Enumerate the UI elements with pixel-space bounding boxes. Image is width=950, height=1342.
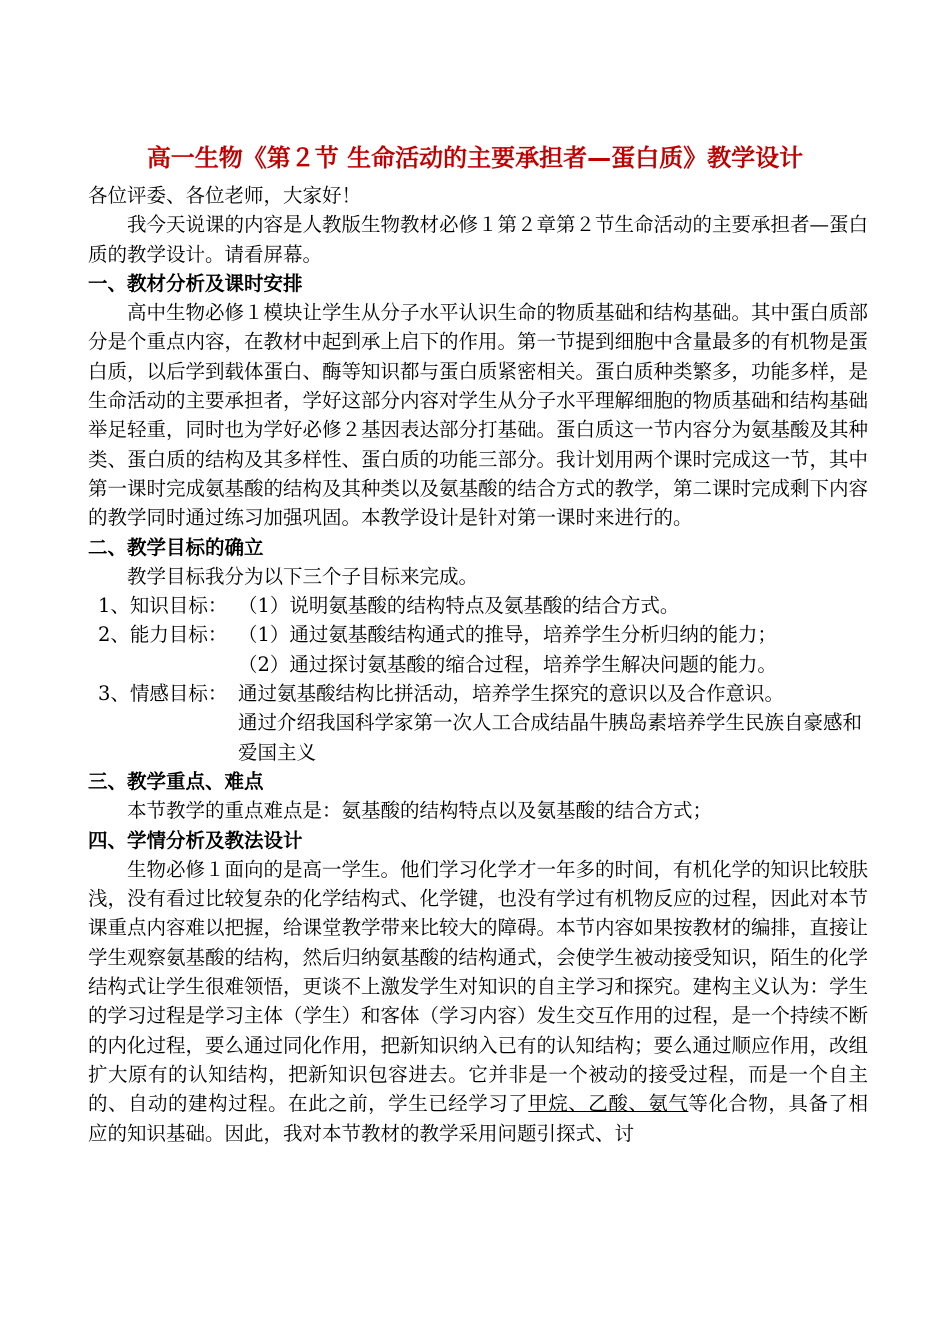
ability-goal-text-2: （2）通过探讨氨基酸的缩合过程，培养学生解决问题的能力。 <box>238 652 777 676</box>
section-2-intro: 教学目标我分为以下三个子目标来完成。 <box>127 564 479 588</box>
emotion-goal-label: 3、情感目标： <box>98 682 228 706</box>
ability-goal <box>88 620 868 649</box>
section-4-paragraph <box>88 855 868 1148</box>
document-body <box>88 181 868 1148</box>
emotion-goal <box>88 679 868 708</box>
knowledge-goal-text: （1）说明氨基酸的结构特点及氨基酸的结合方式。 <box>238 594 680 618</box>
section-3-heading: 三、教学重点、难点 <box>88 769 264 793</box>
section-4-text-start: 生物必修１面向的是高一学生。他们学习化学才一年多的时间，有机化学的知识比较肤浅，没有看过比较复杂的化学结构式、化学键，也没有学过有机物反应的过程，因此对本节课重点内容难以把握，给课堂教学带来比较大的障碍。本节内容如果按教材的编排，直接让学生观察氨基酸的结构，然后归纳氨基酸的结构通式，会使学生被动接受知识，陌生的化学结构式让学生很难领悟，更谈不上激发学生对知识的自主学习和探究。建构主义认为：学生的学习过程是学习主体（学生）和客体（学习内容）发生交互作用的过程，是一个持续不断的内化过程，要么通过同化作用，把新知识纳入已有的认知结构；要么通过顺应作用，改组扩大原有的认知结构，把新知识包容进去。它并非是一个被动的接受过程，而是一个自主的、自动的建构过程。在此之前，学生已经学习了 <box>88 857 869 1116</box>
ability-goal-label: 2、能力目标： <box>98 623 228 647</box>
emotion-goal-text-1: 通过氨基酸结构比拼活动，培养学生探究的意识以及合作意识。 <box>238 682 785 706</box>
intro-paragraph: 我今天说课的内容是人教版生物教材必修１第２章第２节生命活动的主要承担者—蛋白质的教学设计。请看屏幕。 <box>88 213 869 266</box>
knowledge-goal-label: 1、知识目标： <box>98 594 228 618</box>
section-3-paragraph: 本节教学的重点难点是：氨基酸的结构特点以及氨基酸的结合方式； <box>127 799 713 823</box>
greeting: 各位评委、各位老师，大家好！ <box>88 184 362 207</box>
section-4-text-end: 等化合物，具备了相应的知识基础。因此，我对本节教材的教学采用问题引探式、讨 <box>88 1092 868 1145</box>
section-1-heading: 一、教材分析及课时安排 <box>88 271 303 295</box>
ability-goal-text-1: （1）通过氨基酸结构通式的推导，培养学生分析归纳的能力； <box>238 623 777 647</box>
section-4-underlined-text: 甲烷、乙酸、氨气 <box>528 1092 689 1116</box>
section-1-paragraph: 高中生物必修１模块让学生从分子水平认识生命的物质基础和结构基础。其中蛋白质部分是个重点内容，在教材中起到承上启下的作用。第一节提到细胞中含量最多的有机物是蛋白质，以后学到载体蛋白、酶等知识都与蛋白质紧密相关。蛋白质种类繁多，功能多样，是生命活动的主要承担者，学好这部分内容对学生从分子水平理解细胞的物质基础和结构基础举足轻重，同时也为学好必修２基因表达部分打基础。蛋白质这一节内容分为氨基酸及其种类、蛋白质的结构及其多样性、蛋白质的功能三部分。我计划用两个课时完成这一节，其中第一课时完成氨基酸的结构及其种类以及氨基酸的结合方式的教学，第二课时完成剩下内容的教学同时通过练习加强巩固。本教学设计是针对第一课时来进行的。 <box>88 301 869 530</box>
section-4-heading: 四、学情分析及教法设计 <box>88 828 303 852</box>
document-title: 高一生物《第２节 生命活动的主要承担者—蛋白质》教学设计 <box>146 144 804 172</box>
section-2-heading: 二、教学目标的确立 <box>88 535 264 559</box>
knowledge-goal <box>88 591 868 620</box>
emotion-goal-text-2: 通过介绍我国科学家第一次人工合成结晶牛胰岛素培养学生民族自豪感和爱国主义 <box>238 711 863 764</box>
